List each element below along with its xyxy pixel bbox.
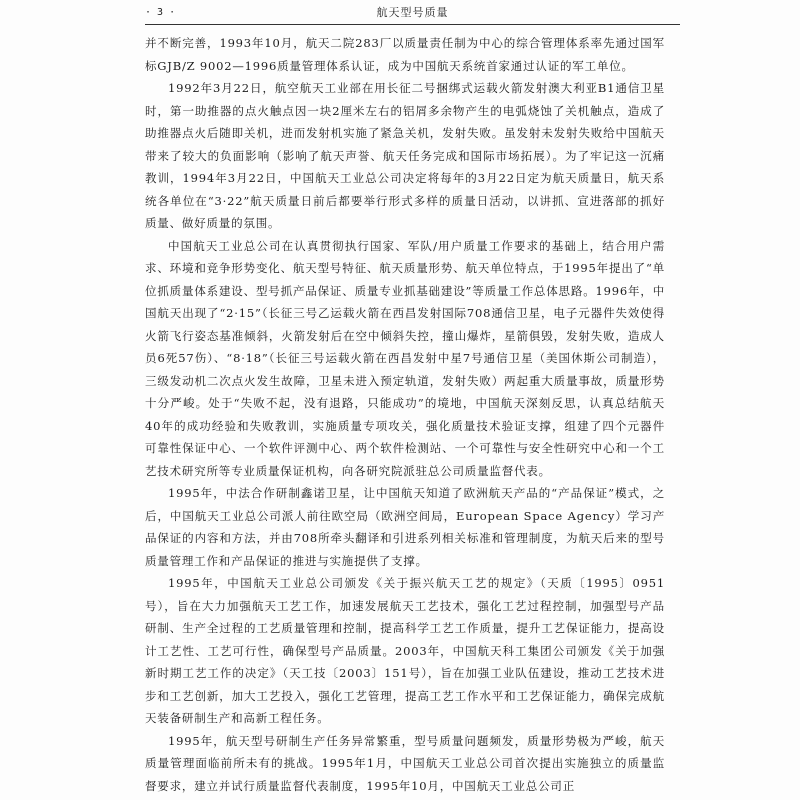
paragraph: 中国航天工业总公司在认真贯彻执行国家、军队/用户质量工作要求的基础上，结合用户需求、环境和竞争形势变化、航天型号特征、航天质量形势、航天单位特点，于1995年提出了“单位抓质量体系建设、型号抓产品保证、质量专业抓基础建设”等质量工作总体思路。1996年，中国航天出现了“2·15”（长征三号乙运载火箭在西昌发射国际708通信卫星，电子元器件失效使得火箭飞行姿态基准倾斜，火箭发射后在空中倾斜失控，撞山爆炸，星箭俱毁，发射失败，造成人员6死57伤）、“8·18”（长征三号运载火箭在西昌发射中星7号通信卫星（美国休斯公司制造），三级发动机二次点火发生故障，卫星未进入预定轨道，发射失败）两起重大质量事故，质量形势十分严峻。处于“失败不起，没有退路，只能成功”的境地，中国航天深刻反思，认真总结航天40年的成功经验和失败教训，实施质量专项攻关，强化质量技术验证支撑，组建了四个元器件可靠性保证中心、一个软件评测中心、两个软件检测站、一个可靠性与安全性研究中心和一个工艺技术研究所等专业质量保证机构，向各研究院派驻总公司质量监督代表。 <box>145 238 665 478</box>
running-head <box>145 4 680 22</box>
header-rule <box>145 24 680 25</box>
paragraph: 1995年，中国航天工业总公司颁发《关于振兴航天工艺的规定》（天质〔1995〕0951号），旨在大力加强航天工艺工作，加速发展航天工艺技术，强化工艺过程控制，加强型号产品研制、生产全过程的工艺质量管理和控制，提高科学工艺工作质量，提升工艺保证能力，提高设计工艺性、工艺可行性，确保型号产品质量。2003年，中国航天科工集团公司颁发《关于加强新时期工艺工作的决定》（天工技〔2003〕151号），旨在加强工业队伍建设，推动工艺技术进步和工艺创新，加大工艺投入，强化工艺管理，提高工艺工作水平和工艺保证能力，确保完成航天装备研制生产和高新工程任务。 <box>145 576 665 725</box>
paragraph: 1992年3月22日，航空航天工业部在用长征二号捆绑式运载火箭发射澳大利亚B1通信卫星时，第一助推器的点火触点因一块2厘米左右的铝屑多余物产生的电弧烧蚀了关机触点，造成了助推器点火后随即关机，进而发射机实施了紧急关机，发射失败。虽发射未发射失败给中国航天带来了较大的负面影响（影响了航天声誉、航天任务完成和国际市场拓展）。为了牢记这一沉痛教训，1994年3月22日，中国航天工业总公司决定将每年的3月22日定为航天质量日，航天系统各单位在“3·22”航天质量日前后都要举行形式多样的质量日活动，以讲抓、宣进落部的抓好质量、做好质量的氛围。 <box>145 81 665 230</box>
page-number: · 3 · <box>145 7 176 18</box>
body-text <box>145 32 665 797</box>
paragraph: 1995年，中法合作研制鑫诺卫星，让中国航天知道了欧洲航天产品的“产品保证”模式，之后，中国航天工业总公司派人前往欧空局（欧洲空间局，European Space Agency）学习产品保证的内容和方法，并由708所牵头翻译和引进系列相关标准和管理制度，为航天后来的型号质量管理工作和产品保证的推进与实施提供了支撑。 <box>145 486 665 568</box>
paragraph: 并不断完善，1993年10月，航天二院283厂以质量责任制为中心的综合管理体系率先通过国军标GJB/Z 9002—1996质量管理体系认证，成为中国航天系统首家通过认证的军工单位。 <box>145 36 665 73</box>
book-title: 航天型号质量 <box>376 6 449 19</box>
paragraph: 1995年，航天型号研制生产任务异常繁重，型号质量问题频发，质量形势极为严峻，航天质量管理面临前所未有的挑战。1995年1月，中国航天工业总公司首次提出实施独立的质量监督要求，建立并试行质量监督代表制度，1995年10月，中国航天工业总公司正 <box>145 733 665 793</box>
